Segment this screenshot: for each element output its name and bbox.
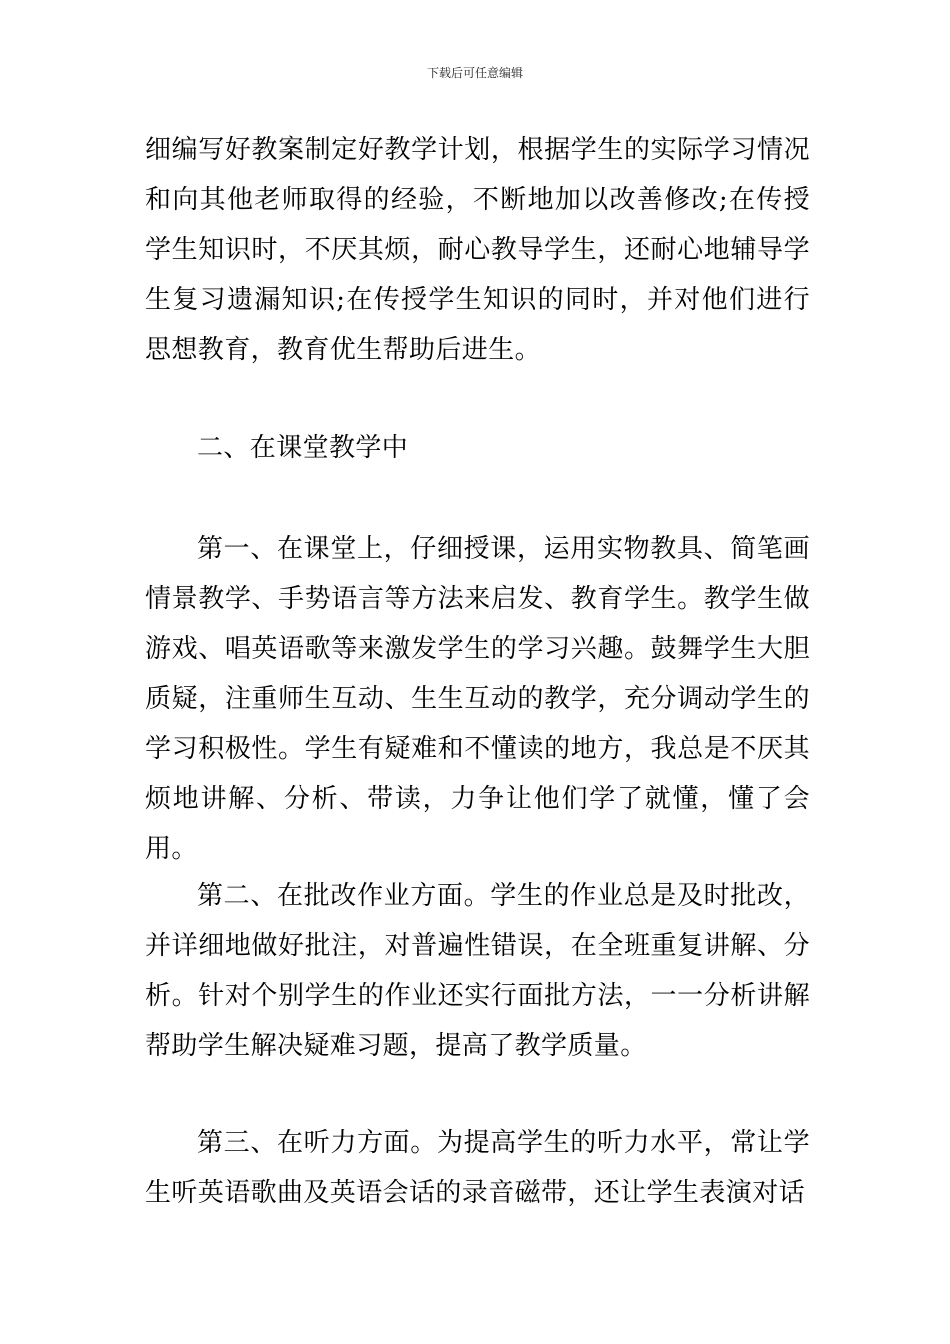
paragraph-3 xyxy=(145,871,810,1071)
paragraph-text: 细编写好教案制定好教学计划，根据学生的实际学习情况和向其他老师取得的经验，不断地加以改善修改;在传授学生知识时，不厌其烦，耐心教导学生，还耐心地辅导学生复习遗漏知识;在传授学生知识的同时，并对他们进行思想教育，教育优生帮助后进生。 xyxy=(145,135,810,365)
section-heading xyxy=(145,423,810,473)
paragraph-text: 第二、在批改作业方面。学生的作业总是及时批改，并详细地做好批注，对普遍性错误，在全班重复讲解、分析。针对个别学生的作业还实行面批方法，一一分析讲解帮助学生解决疑难习题，提高了教学质量。 xyxy=(145,881,810,1061)
page-header: 下载后可任意编辑 xyxy=(426,66,523,80)
paragraph-1 xyxy=(145,125,810,375)
paragraph-4 xyxy=(145,1118,810,1218)
paragraph-text: 第一、在课堂上，仔细授课，运用实物教具、简笔画情景教学、手势语言等方法来启发、教育学生。教学生做游戏、唱英语歌等来激发学生的学习兴趣。鼓舞学生大胆质疑，注重师生互动、生生互动的教学，充分调动学生的学习积极性。学生有疑难和不懂读的地方，我总是不厌其烦地讲解、分析、带读，力争让他们学了就懂，懂了会用。 xyxy=(145,534,810,864)
section-heading-text: 二、在课堂教学中 xyxy=(197,433,409,463)
paragraph-text: 第三、在听力方面。为提高学生的听力水平，常让学生听英语歌曲及英语会话的录音磁带，还让学生表演对话 xyxy=(145,1128,810,1208)
paragraph-2 xyxy=(145,524,810,874)
